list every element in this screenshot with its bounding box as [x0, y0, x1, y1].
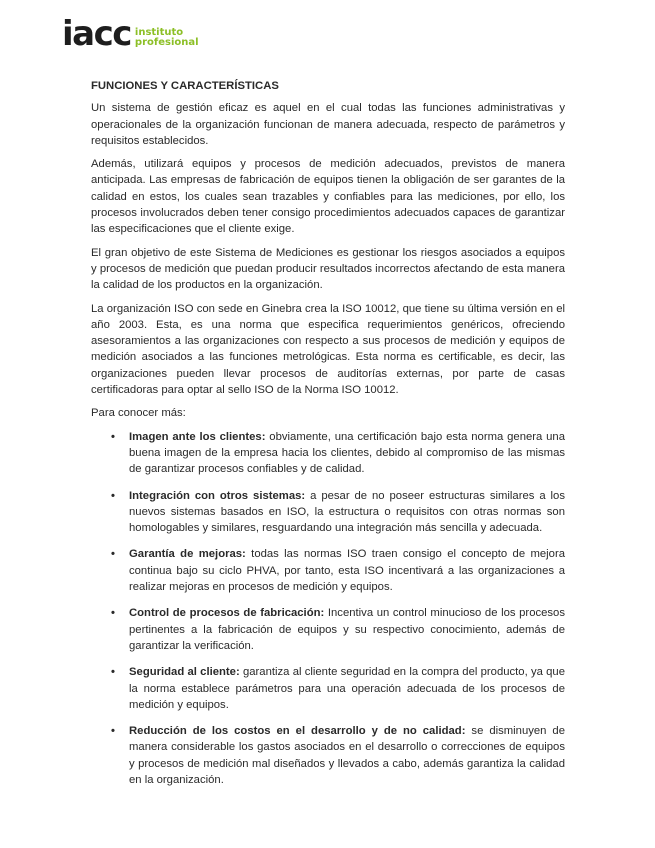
list-item-term: Control de procesos de fabricación: [129, 607, 325, 620]
list-item-term: Seguridad al cliente: [129, 666, 240, 679]
logo-wordmark: iacc [62, 14, 131, 54]
list-item-term: Reducción de los costos en el desarrollo y de no calidad: [129, 725, 466, 738]
benefits-list [91, 429, 565, 789]
list-item-term: Garantía de mejoras: [129, 548, 246, 561]
logo-subtitle-line2: profesional [134, 37, 199, 48]
iacc-logo [62, 14, 199, 54]
paragraph-objective: El gran objetivo de este Sistema de Mediciones es gestionar los riesgos asociados a equipos y procesos de medición que puedan producir resultados incorrectos afectando de esta manera la calidad de los productos en la organización. [91, 246, 565, 292]
list-item-term: Imagen ante los clientes: [129, 430, 266, 443]
paragraph-intro: Un sistema de gestión eficaz es aquel en el cual todas las funciones administrativas y operacionales de la organización funcionan de manera adecuada, respecto de parámetros y requisitos establecidos. [91, 102, 565, 147]
paragraph-more: Para conocer más: [91, 407, 186, 420]
list-item [91, 723, 565, 788]
bullet-icon: • [111, 489, 115, 502]
list-item-text: a pesar de no poseer estructuras similares a los nuevos sistemas basados en ISO, la estructura o requisitos con otras normas son homologables y similares, resguardando una integración más sencilla y adecuada. [129, 489, 565, 535]
list-item [91, 605, 565, 654]
bullet-icon: • [111, 725, 115, 738]
list-item-text: obviamente, una certificación bajo esta norma genera una buena imagen de la empresa hacia los clientes, debido al compromiso de las mismas de garantizar procesos confiables y de calidad. [129, 430, 565, 476]
logo-subtitle-line1: instituto [134, 27, 184, 38]
list-item-term: Integración con otros sistemas: [129, 489, 306, 502]
paragraph-iso: La organización ISO con sede en Ginebra crea la ISO 10012, que tiene su última versión en el año 2003. Esta, es una norma que especifica requerimientos genéricos, ofreciendo asesoramientos a las organizaciones con respecto a sus procesos de medición y equipos de medición asociados a las funciones metrológicas. Esta norma es certificable, es decir, las organizaciones pueden llevar procesos de auditorías externas, por parte de casas certificadoras para optar al sello ISO de la Norma ISO 10012. [91, 302, 565, 397]
logo-subtitle [135, 28, 199, 48]
list-item [91, 488, 565, 537]
list-item-text: se disminuyen de manera considerable los gastos asociados en el desarrollo o correcciones de equipos y procesos de medición mal diseñados y llevados a cabo, además garantiza la calidad en la organización. [129, 725, 565, 786]
list-item [91, 664, 565, 713]
bullet-icon: • [111, 607, 115, 620]
section-heading: FUNCIONES Y CARACTERÍSTICAS [91, 80, 279, 92]
paragraph-equipment: Además, utilizará equipos y procesos de medición adecuados, previstos de manera anticipada. Las empresas de fabricación de equipos tienen la obligación de ser garantes de la calidad en estos, los cuales sean trazables y confiables para las mediciones, por ello, los procesos involucrados deben tener consigo procedimientos adecuados capaces de garantizar las especificaciones que el cliente exige. [91, 158, 565, 236]
list-item-text: garantiza al cliente seguridad en la compra del producto, ya que la norma establece parámetros para una operación adecuada de los procesos de medición y equipos. [129, 666, 565, 711]
list-item-text: todas las normas ISO traen consigo el concepto de mejora continua bajo su ciclo PHVA, por tanto, esta ISO incentivará a las organizaciones a realizar mejoras en procesos de medición y equipos. [129, 548, 565, 594]
bullet-icon: • [111, 430, 115, 443]
list-item-text: Incentiva un control minucioso de los procesos pertinentes a la fabricación de equipos y su respectivo conocimiento, además de garantizar la verificación. [129, 607, 565, 652]
list-item [91, 546, 565, 595]
list-item [91, 429, 565, 478]
bullet-icon: • [111, 666, 115, 679]
document-body [91, 78, 565, 798]
bullet-icon: • [111, 548, 115, 561]
